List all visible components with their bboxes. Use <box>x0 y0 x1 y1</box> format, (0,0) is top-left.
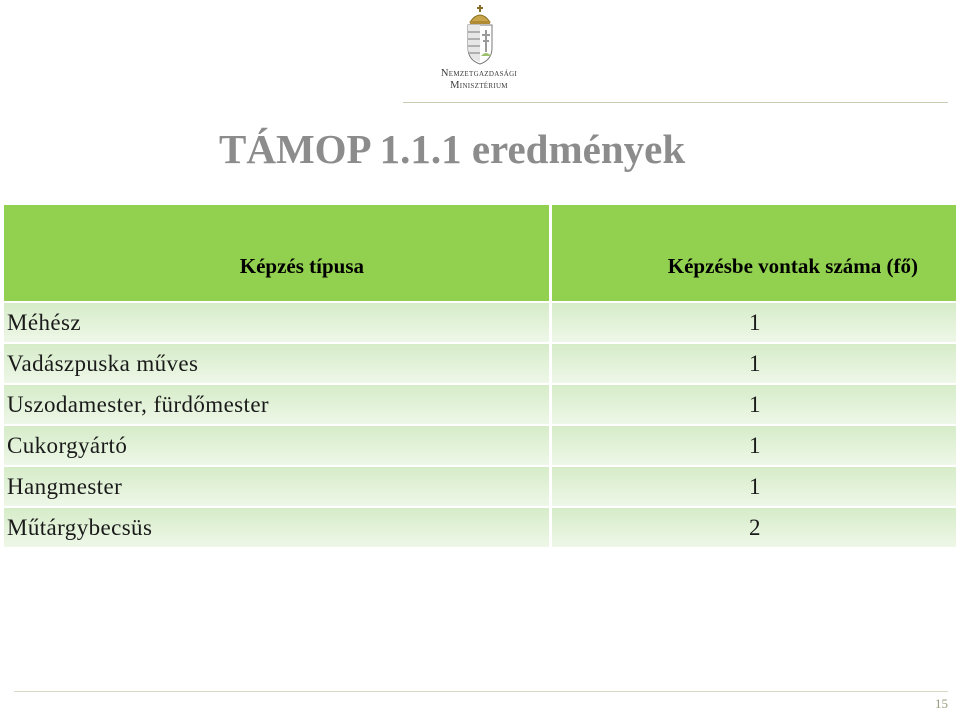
table-header-row <box>4 205 956 302</box>
header-divider <box>403 102 948 103</box>
training-name-cell: Vadászpuska műves <box>4 343 551 384</box>
table-row <box>4 302 956 343</box>
ministry-logo <box>404 4 554 94</box>
table-row <box>4 466 956 507</box>
participant-count-cell: 1 <box>551 384 957 425</box>
results-table <box>4 205 956 547</box>
hungarian-coat-of-arms-icon <box>464 4 496 66</box>
participant-count-cell: 1 <box>551 466 957 507</box>
page-title: TÁMOP 1.1.1 eredmények <box>219 126 686 172</box>
training-name-cell: Cukorgyártó <box>4 425 551 466</box>
footer-divider <box>14 691 948 692</box>
training-name-cell: Hangmester <box>4 466 551 507</box>
column-header-participants: Képzésbe vontak száma (fő) <box>551 205 957 302</box>
training-name-cell: Uszodamester, fürdőmester <box>4 384 551 425</box>
participant-count-cell: 1 <box>551 425 957 466</box>
ministry-name-line2: Minisztérium <box>450 80 508 91</box>
training-name-cell: Méhész <box>4 302 551 343</box>
ministry-name-line1: Nemzetgazdasági <box>440 68 518 79</box>
table-row <box>4 343 956 384</box>
table-row <box>4 507 956 547</box>
page-number: 15 <box>935 696 948 711</box>
participant-count-cell: 1 <box>551 343 957 384</box>
table-row <box>4 384 956 425</box>
ministry-name <box>404 68 554 92</box>
table-row <box>4 425 956 466</box>
training-name-cell: Műtárgybecsüs <box>4 507 551 547</box>
participant-count-cell: 1 <box>551 302 957 343</box>
column-header-training-type: Képzés típusa <box>4 205 551 302</box>
participant-count-cell: 2 <box>551 507 957 547</box>
